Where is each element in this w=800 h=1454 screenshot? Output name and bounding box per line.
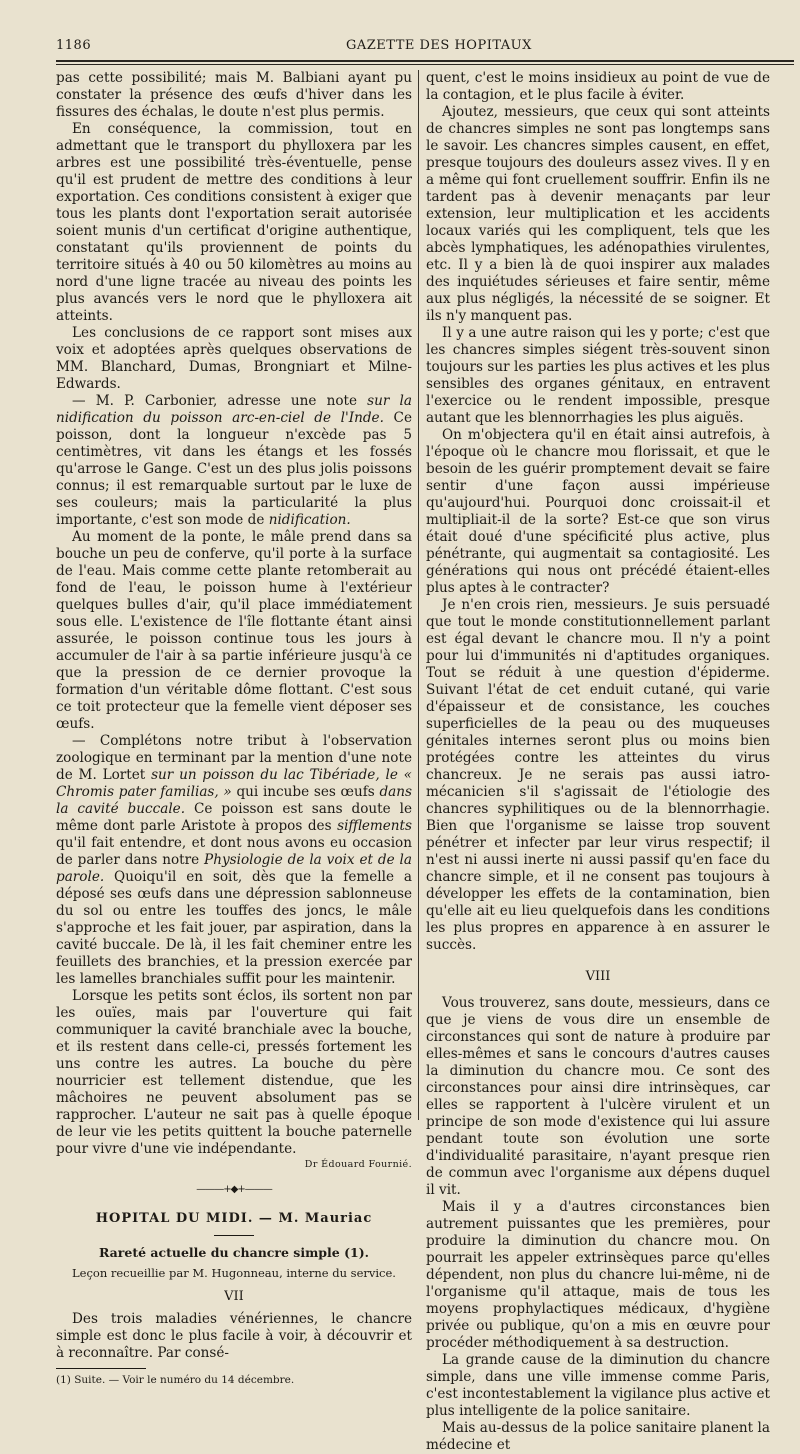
page-number: 1186	[56, 38, 92, 53]
paragraph: Au moment de la ponte, le mâle prend dans sa bouche un peu de conferve, qu'il porte à la surface de l'eau. Mais comme cette plante retomberait au fond de l'eau, le poisson hume à l'extérieur quelques bulles d'air, qu'il place immédiatement sous elle. L'existence de l'île flottante étant ainsi assurée, le poisson continue tous les jours à accumuler de l'air à sa partie inférieure jusqu'à ce que la pression de ce dernier provoque la formation d'un véritable dôme flottant. C'est sous ce toit protecteur que la femelle vient déposer ses œufs.	[56, 529, 412, 732]
column-separator	[418, 70, 419, 1120]
article-subtitle: Rareté actuelle du chancre simple (1).	[99, 1245, 369, 1260]
short-rule	[214, 1235, 254, 1236]
header-rule	[56, 60, 794, 62]
paragraph: Lorsque les petits sont éclos, ils sortent non par les ouïes, mais par l'ouverture qui fait communiquer la cavité branchiale avec la bouche, et ils restent dans celle-ci, pressés fortement les uns contre les autres. La bouche du père nourricier est tellement distendue, que les mâchoires ne peuvent absolument pas se rapprocher. L'auteur ne sait pas à quelle époque de leur vie les petits quittent la bouche paternelle pour vivre d'une vie indépendante.	[56, 988, 412, 1157]
section-heading: HOPITAL DU MIDI. — M. Mauriac	[95, 1211, 373, 1226]
paragraph: Vous trouverez, sans doute, messieurs, dans ce que je viens de vous dire un ensemble de circonstances qui sont de nature à produire par elles-mêmes et sans le concours d'autres causes la diminution du chancre mou. Ce sont des circonstances pour ainsi dire intrinsèques, car elles se rapportent à l'ulcère virulent et un principe de son mode d'existence qui lui assure pendant toute son évolution une sorte d'individualité parasitaire, n'ayant presque rien de commun avec l'organisme aux dépens duquel il vit.	[426, 995, 770, 1198]
paragraph: Ajoutez, messieurs, que ceux qui sont atteints de chancres simples ne sont pas longtemps sans le savoir. Les chancres simples causent, en effet, presque toujours des douleurs assez vives. Il y en a même qui font cruellement souffrir. Enfin ils ne tardent pas à devenir menaçants par leur extension, leur multiplication et les accidents locaux variés qui les compliquent, tels que les abcès lymphatiques, les adénopathies virulentes, etc. Il y a bien là de quoi inspirer aux malades des inquiétudes sérieuses et faire sentir, même aux plus négligés, la nécessité de se soigner. Et ils n'y manquent pas.	[426, 104, 770, 324]
page-header	[56, 38, 786, 58]
footnote-rule	[56, 1368, 146, 1369]
paragraph: quent, c'est le moins insidieux au point de vue de la contagion, et le plus facile à éviter.	[426, 70, 770, 103]
paragraph: — M. P. Carbonier, adresse une note sur la nidification du poisson arc-en-ciel de l'Inde. Ce poisson, dont la longueur n'excède pas 5 centimètres, vit dans les étangs et les fossés qu'arrose le Gange. C'est un des plus jolis poissons connus; il est remarquable surtout par le luxe de ses couleurs; mais la particularité la plus importante, c'est son mode de nidification.	[56, 393, 412, 528]
paragraph: Je n'en crois rien, messieurs. Je suis persuadé que tout le monde constitutionnellement parlant est égal devant le chancre mou. Il n'y a point pour lui d'immunités ni d'aptitudes organiques. Tout se réduit à une question d'épiderme. Suivant l'état de cet enduit cutané, qui varie d'épaisseur et de consistance, les couches superficielles de la peau ou des muqueuses génitales internes seront plus ou moins bien protégées contre les atteintes du virus chancreux. Je ne serais pas aussi iatro-mécanicien s'il s'agissait de l'étiologie des chancres syphilitiques ou de la blennorrhagie. Bien que l'organisme se laisse trop souvent pénétrer et infecter par leur virus respectif; il n'est ni aussi inerte ni aussi passif qu'en face du chancre simple, et il ne consent pas toujours à développer les effets de la contamination, bien qu'elle ait eu lieu quelquefois dans les conditions les plus propres en apparence à en assurer le succès.	[426, 597, 770, 953]
paragraph: Mais au-dessus de la police sanitaire planent la médecine et	[426, 1420, 770, 1453]
paragraph: Les conclusions de ce rapport sont mises aux voix et adoptées après quelques observations de MM. Blanchard, Dumas, Brongniart et Milne-Edwards.	[56, 325, 412, 392]
header-rule-thin	[56, 64, 794, 65]
footnote: (1) Suite. — Voir le numéro du 14 décembre.	[56, 1374, 295, 1386]
right-column	[426, 70, 770, 1454]
paragraph: pas cette possibilité; mais M. Balbiani ayant pu constater la présence des œufs d'hiver dans les fissures des échalas, le doute n'est plus permis.	[56, 70, 412, 120]
left-column	[56, 70, 412, 1387]
paragraph: En conséquence, la commission, tout en admettant que le transport du phylloxera par les arbres est une possibilité très-éventuelle, pense qu'il est prudent de mettre des conditions à leur exportation. Ces conditions consistent à exiger que tous les plants dont l'exportation serait autorisée soient munis d'un certificat d'origine authentique, constatant qu'ils proviennent de points du territoire situés à 40 ou 50 kilomètres au moins au nord d'une ligne tracée au niveau des points les plus avancés vers le nord que le phylloxera ait atteints.	[56, 121, 412, 324]
paragraph: — Complétons notre tribut à l'observation zoologique en terminant par la mention d'une note de M. Lortet sur un poisson du lac Tibériade, le « Chromis pater familias, » qui incube ses œufs dans la cavité buccale. Ce poisson est sans doute le même dont parle Aristote à propos des sifflements qu'il fait entendre, et dont nous avons eu occasion de parler dans notre Physiologie de la voix et de la parole. Quoiqu'il en soit, dès que la femelle a déposé ses œufs dans une dépression sablonneuse du sol ou entre les touffes des joncs, le mâle s'approche et les fait jouer, par aspiration, dans la cavité buccale. De là, il les fait cheminer entre les feuillets des branchies, et la pression exercée par les lamelles branchiales suffit pour les maintenir.	[56, 733, 412, 987]
paragraph: La grande cause de la diminution du chancre simple, dans une ville immense comme Paris, c'est incontestablement la vigilance plus active et plus intelligente de la police sanitaire.	[426, 1352, 770, 1419]
paragraph: Des trois maladies vénériennes, le chancre simple est donc le plus facile à voir, à découvrir et à reconnaître. Par consé-	[56, 1311, 412, 1361]
author-signature: Dr Édouard Fournié.	[304, 1159, 412, 1170]
lecture-credit: Leçon recueillie par M. Hugonneau, interne du service.	[72, 1266, 396, 1280]
section-number: VIII	[585, 969, 611, 984]
paragraph: On m'objectera qu'il en était ainsi autrefois, à l'époque où le chancre mou florissait, et que le besoin de les guérir promptement devait se faire sentir d'une façon aussi impérieuse qu'aujourd'hui. Pourquoi donc croissait-il et multipliait-il de la sorte? Est-ce que son virus était doué d'une spécificité plus active, plus pénétrante, qui augmentait sa contagiosité. Les générations qui nous ont précédé étaient-elles plus aptes à le contracter?	[426, 427, 770, 596]
journal-title: GAZETTE DES HOPITAUX	[346, 38, 532, 53]
paragraph: Mais il y a d'autres circonstances bien autrement puissantes que les premières, pour produire la diminution du chancre mou. On pourrait les appeler extrinsèques parce qu'elles dépendent, non plus du chancre lui-même, ni de l'organisme qu'il attaque, mais de tous les moyens prophylactiques médicaux, d'hygiène privée ou publique, qu'on a mis en œuvre pour procéder méthodiquement à sa destruction.	[426, 1199, 770, 1351]
section-number: VII	[224, 1289, 244, 1304]
paragraph: Il y a une autre raison qui les y porte; c'est que les chancres simples siégent très-souvent sinon toujours sur les parties les plus actives et les plus sensibles des organes génitaux, en entravent l'exercice ou le rendent impossible, presque autant que les blennorrhagies les plus aiguës.	[426, 325, 770, 426]
ornament-divider: ———+◆+———	[196, 1184, 272, 1195]
